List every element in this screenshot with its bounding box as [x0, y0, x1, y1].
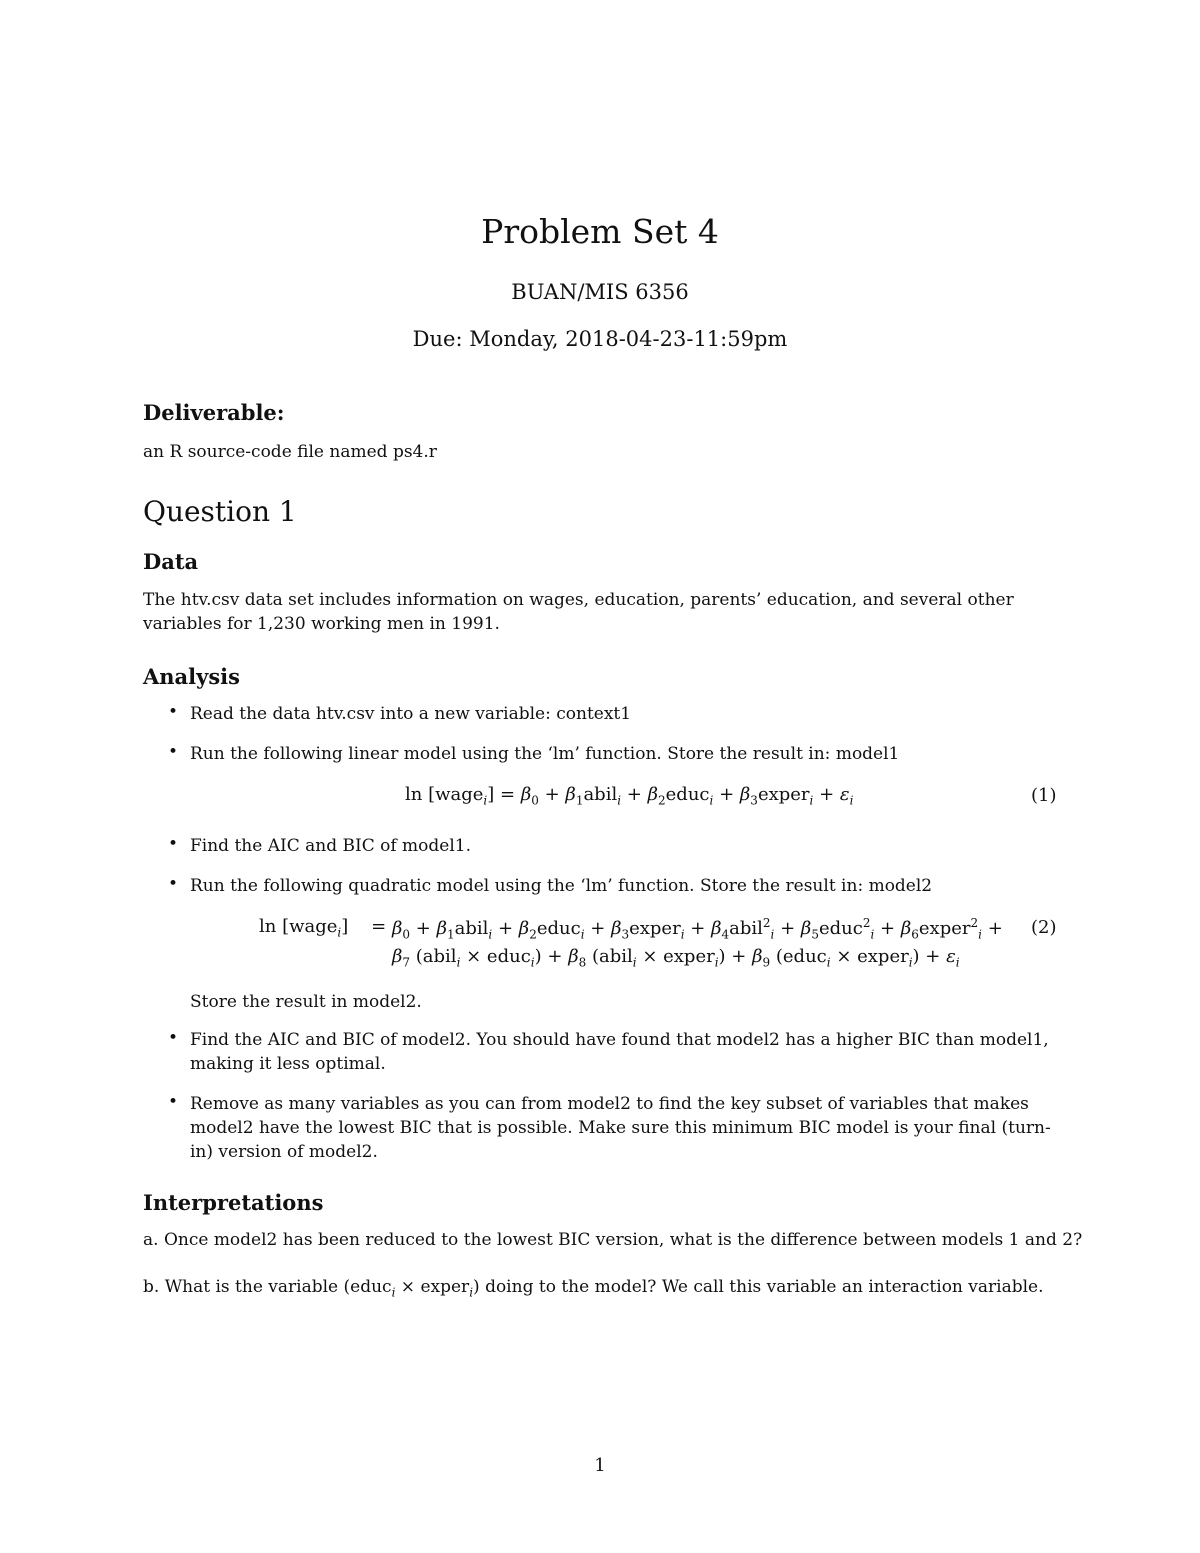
interpretation-b-prefix: b. What is the variable (educ — [143, 1277, 392, 1297]
bullet-marker: • — [168, 1092, 179, 1112]
bullet-marker: • — [168, 702, 179, 722]
course-code: BUAN/MIS 6356 — [511, 280, 689, 304]
bullet-read-data: Read the data htv.csv into a new variable: context1 — [190, 704, 632, 724]
analysis-heading: Analysis — [143, 664, 240, 689]
data-heading: Data — [143, 549, 199, 574]
document-title: Problem Set 4 — [481, 212, 719, 251]
data-paragraph: The htv.csv data set includes information on wages, education, parents’ education, and several other variables for 1,230 working men in 1991. — [143, 590, 1014, 634]
bullet-marker: • — [168, 742, 179, 762]
bullet-marker: • — [168, 1028, 179, 1048]
bullet-marker: • — [168, 874, 179, 894]
bullet-aic-bic-model2: Find the AIC and BIC of model2. You should have found that model2 has a higher BIC than model1, making it less optimal. — [190, 1030, 1049, 1074]
interpretation-a: a. Once model2 has been reduced to the lowest BIC version, what is the difference between models 1 and 2? — [143, 1230, 1083, 1250]
store-note: Store the result in model2. — [190, 992, 422, 1012]
equation-2-lhs: ln [wage$_i$] = — [259, 916, 387, 940]
bullet-linear-model: Run the following linear model using the ‘lm’ function. Store the result in: model1 — [190, 744, 900, 764]
equation-2-line-2: $\beta_7$ (abil$_i$ × educ$_i$) + $\beta_8$ (abil$_i$ × exper$_i$) + $\beta_9$ (educ$_i$ × exper$_i$) + $\varepsilon_i$ — [392, 946, 960, 970]
equation-1-number: (1) — [1031, 785, 1057, 806]
interpretation-b-suffix: ) doing to the model? We call this variable an interaction variable. — [473, 1277, 1044, 1297]
bullet-marker: • — [168, 834, 179, 854]
interpretation-b-mid: × exper — [395, 1277, 470, 1297]
interpretation-b: b. What is the variable (educ$_i$ × exper$_i$) doing to the model? We call this variable an interaction variable. — [143, 1277, 1044, 1300]
due-date: Due: Monday, 2018-04-23-11:59pm — [412, 327, 788, 351]
question-heading: Question 1 — [143, 495, 297, 528]
equation-2-number: (2) — [1031, 917, 1057, 938]
page-number: 1 — [594, 1455, 606, 1476]
equation-1: ln [wage$_i$] = $\beta_0$ + $\beta_1abil_i$ + $\beta_2educ_i$ + $\beta_3exper_i + \varepsilon_i$ — [405, 784, 854, 808]
bullet-aic-bic-model1: Find the AIC and BIC of model1. — [190, 836, 471, 856]
interpretations-heading: Interpretations — [143, 1190, 324, 1215]
deliverable-heading: Deliverable: — [143, 400, 285, 425]
equation-2-line-1: $\beta_0$ + $\beta_1abil_i$ + $\beta_2educ_i$ + $\beta_3exper_i$ + $\beta_4abil^2_i$ + $\beta_5educ^2_i$ + $\beta_6exper^2_i$ + — [392, 916, 1003, 942]
bullet-remove-variables: Remove as many variables as you can from model2 to find the key subset of variables that makes model2 have the lowest BIC that is possible. Make sure this minimum BIC model is your final (turn-in) version of model2. — [190, 1094, 1051, 1162]
deliverable-text: an R source-code file named ps4.r — [143, 442, 437, 462]
bullet-quadratic-model: Run the following quadratic model using the ‘lm’ function. Store the result in: model2 — [190, 876, 933, 896]
